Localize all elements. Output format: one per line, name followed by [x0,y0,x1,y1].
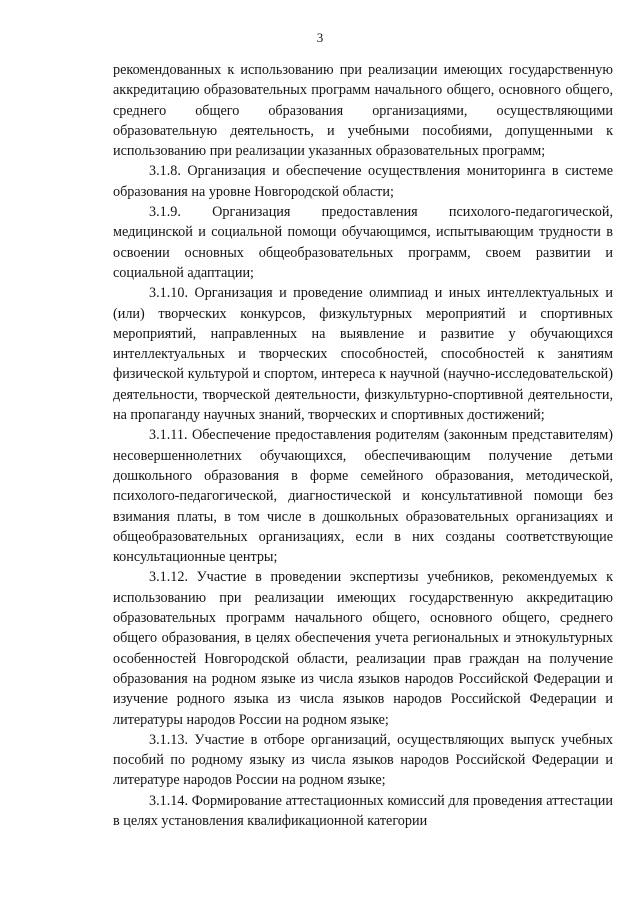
paragraph-3-1-11: 3.1.11. Обеспечение предоставления родителям (законным представителям) несовершеннолетних обучающихся, обеспечивающим получение детьми дошкольного образования в форме семейного образования, методической, психолого-педагогической, диагностической и консультативной помощи без взимания платы, в том числе в дошкольных образовательных организациях и общеобразовательных организациях, если в них созданы соответствующие консультационные центры; [113,427,613,566]
paragraph-continuation: рекомендованных к использованию при реализации имеющих государственную аккредитацию образовательных программ начального общего, основного общего, среднего общего образования организациями, осуществляющими образовательную деятельность, и учебными пособиями, допущенными к использованию при реализации указанных образовательных программ; [113,62,613,160]
document-body [113,60,613,831]
paragraph-3-1-9: 3.1.9. Организация предоставления психолого-педагогической, медицинской и социальной помощи обучающимся, испытывающим трудности в освоении основных общеобразовательных программ, своем развитии и социальной адаптации; [113,204,613,281]
paragraph-3-1-10: 3.1.10. Организация и проведение олимпиад и иных интеллектуальных и (или) творческих конкурсов, физкультурных мероприятий и спортивных мероприятий, направленных на выявление и развитие у обучающихся интеллектуальных и творческих способностей, способностей к занятиям физической культурой и спортом, интереса к научной (научно-исследовательской) деятельности, творческой деятельности, физкультурно-спортивной деятельности, на пропаганду научных знаний, творческих и спортивных достижений; [113,285,613,424]
page-number: 3 [316,30,324,45]
paragraph-3-1-8: 3.1.8. Организация и обеспечение осуществления мониторинга в системе образования на уровне Новгородской области; [113,163,613,200]
paragraph-3-1-14: 3.1.14. Формирование аттестационных комиссий для проведения аттестации в целях установления квалификационной категории [113,792,613,829]
paragraph-3-1-12: 3.1.12. Участие в проведении экспертизы учебников, рекомендуемых к использованию при реализации имеющих государственную аккредитацию образовательных программ начального общего, основного общего, среднего общего образования, в целях обеспечения учета региональных и этнокультурных особенностей Новгородской области, реализации прав граждан на получение образования на родном языке из числа языков народов Российской Федерации и изучение родного языка из числа языков народов Российской Федерации и литературы народов России на родном языке; [113,569,613,728]
paragraph-3-1-13: 3.1.13. Участие в отборе организаций, осуществляющих выпуск учебных пособий по родному языку из числа языков народов Российской Федерации и литературе народов России на родном языке; [113,731,613,789]
